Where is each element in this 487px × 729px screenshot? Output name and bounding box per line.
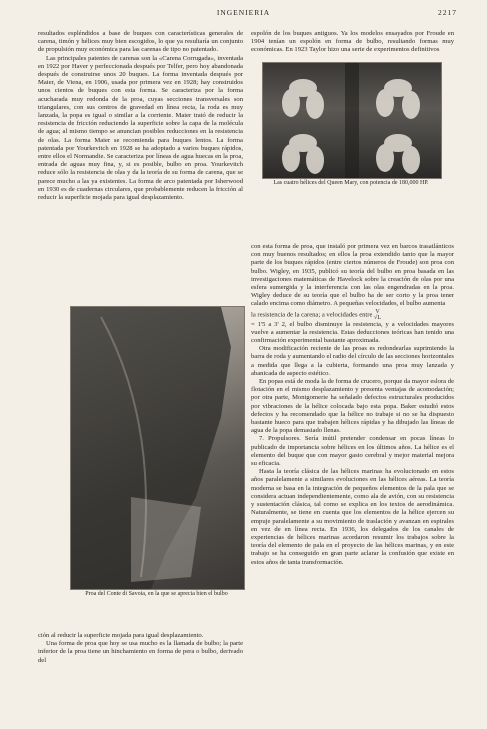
formula-numerator: V	[375, 308, 380, 315]
left-column-upper	[38, 30, 243, 202]
velocity-ratio-formula	[374, 309, 381, 321]
paragraph: Otra modificación reciente de las proas es redondearlas suprimiendo la barra de roda y aumentando el radio del círculo de las secciones horizontales a medida que llega a la cubierta, formando una proa muy lanzada y abanicada de aspecto estético.	[251, 345, 454, 377]
paragraph: = 1'5 a 3' 2, el bulbo disminuye la resistencia, y a velocidades mayores vuelve a aumentar la resistencia. Estas deducciones teóricas han tenido una confirmación experimental bastante aproximada.	[251, 320, 454, 345]
paragraph: con esta forma de proa, que instaló por primera vez en barcos trasatlánticos con muy buenos resultados; en ellos la proa extendido tanto que la mayor parte de los buques rápidos (entre ciertos números de Froude) son proa con bulbo. Wigley, en 1935, publicó su teoría del bulbo en proa basada en las investigaciones matemáticas de Havelock sobre la creación de olas por una esfera sumergida y la interferencia con las olas engendradas en la proa. Wigley deduce de su teoría que el bulbo ha de ser corto y la proa tener calado encima como diámetro. A pequeñas velocidades, el bulbo aumenta	[251, 243, 454, 308]
ship-hull-illustration	[71, 307, 244, 589]
right-column-upper	[251, 30, 454, 55]
page-number: 2217	[438, 8, 457, 17]
propellers-photo-caption: Las cuatro hélices del Queen Mary, con potencia de 180,000 HP.	[273, 180, 429, 186]
right-column-lower	[251, 243, 454, 567]
propellers-photo	[262, 62, 442, 179]
running-header	[30, 8, 457, 20]
paragraph: Hasta la teoría clásica de las hélices marinas ha evolucionado en estos años paralelamente a similares evoluciones en las hélices aéreas. La teoría moderna se basa en la integración de pequeños elementos de la pala que se considera actuan independientemente, como ala de avión, con su resistencia y sustentación clásica, tal como se explica en los textos de aerodinámica. Naturalmente, se tiene en cuenta que los elementos de la hélice ejercen su empuje paralelamente a su movimiento de traslación y avanzan en espirales en vez de en línea recta. En 1936, los delegados de los canales de experiencias de hélices marinas acordaron resumir los trabajos sobre la teoría del elemento de pala en el proyecto de las hélices marinas, y en este trabajo se ha conseguido en gran parte aclarar la confusión que existe en estos años de tanta transformación.	[251, 468, 454, 566]
propellers-illustration	[263, 63, 441, 178]
paragraph: Las principales patentes de carenas son la «Carena Corrugada», inventada en 1922 por Haver y perfeccionada después por Telfer, pero hoy abandonada después de construirse unos 20 buques. La forma inventada después por Maier, de Viena, en 1906, usada por primera vez en 1928; hay construidos unos cientos de buques con esta forma. Se caracteriza por la forma acucharada muy redonda de la proa, cuyas secciones transversales son triangulares, con sus centros de gravedad en línea recta, la roda es muy lanzada, la popa es igual o similar a la corriente. Maier trató de reducir la resistencia de fricción reduciendo la superficie sobre la capa de la molécula de agua; al mismo tiempo se anuncian posibles reducciones en la resistencia de olas. La forma Maier se recomienda para buques lentos. La forma patentada por Yourkevitch en 1928 se ha adoptado a varios buques rápidos, entre ellos el Normandie. Se caracteriza por líneas de agua huecas en la proa, entrada de aguas muy fina, y, si es posible, bulbo en proa. Yourkevitch reduce sólo la resistencia de olas y da la teoría de su forma de carena, que se parece mucho a las ya existentes. La forma de arco patentada por Isherwood en 1930 es de cuadernas circulares, que probablemente reducen la fricción al reducir la superficie mojada para igual desplazamiento.	[38, 54, 243, 202]
header-title: INGENIERIA	[216, 8, 271, 17]
formula-lead-text: la resistencia de la carena; a velocidades entre	[251, 311, 373, 319]
left-column-lower	[38, 632, 243, 665]
formula-denominator: √L	[374, 314, 381, 321]
paragraph-formula	[251, 309, 454, 321]
paragraph: En popas está de moda la de forma de crucero, porque da mayor eslora de flotación en el mismo desplazamiento y presenta ventajas de acomodación; por otra parte, Montgomerie ha señalado defectos estructurales producidos por vibraciones de la hélice colocada bajo esta popa. Baker estudió estos defectos y ha recomendado que la hélice no trabaje si no se ha dispuesto bastante hueco para que trabajen hélices rápidas y ha dibujado las líneas de agua de la popa demasiado llenas.	[251, 378, 454, 435]
ship-bow-photo	[70, 306, 245, 590]
paragraph: espolón de los buques antiguos. Ya los modelos ensayados por Froude en 1904 tenían un espolón en forma de bulbo, resultando formas muy económicas. En 1923 Taylor hizo una serie de experimentos definitivos	[251, 30, 454, 54]
paragraph: Una forma de proa que hoy se usa mucho es la llamada de bulbo; la parte inferior de la proa tiene un hinchamiento en forma de pera o bulbo, derivado del	[38, 640, 243, 664]
paragraph: resultados espléndidos a base de buques con características generales de carena, timón y hélices muy bien escogidos, lo que ya resultaría un conjunto de propulsión muy económica para las carenas de tipo no patentado.	[38, 30, 243, 54]
ship-photo-caption: Proa del Conte di Savoia, en la que se aprecia bien el bulbo	[85, 591, 228, 597]
paragraph: 7. Propulsores. Sería inútil pretender condensar en pocas líneas lo publicado de importancia sobre hélices en los últimos años. La hélice es el elemento del buque que con mayor gasto cerebral y mejor material mejora su eficacia.	[251, 435, 454, 468]
paragraph: ción al reducir la superficie mojada para igual desplazamiento.	[38, 632, 204, 639]
